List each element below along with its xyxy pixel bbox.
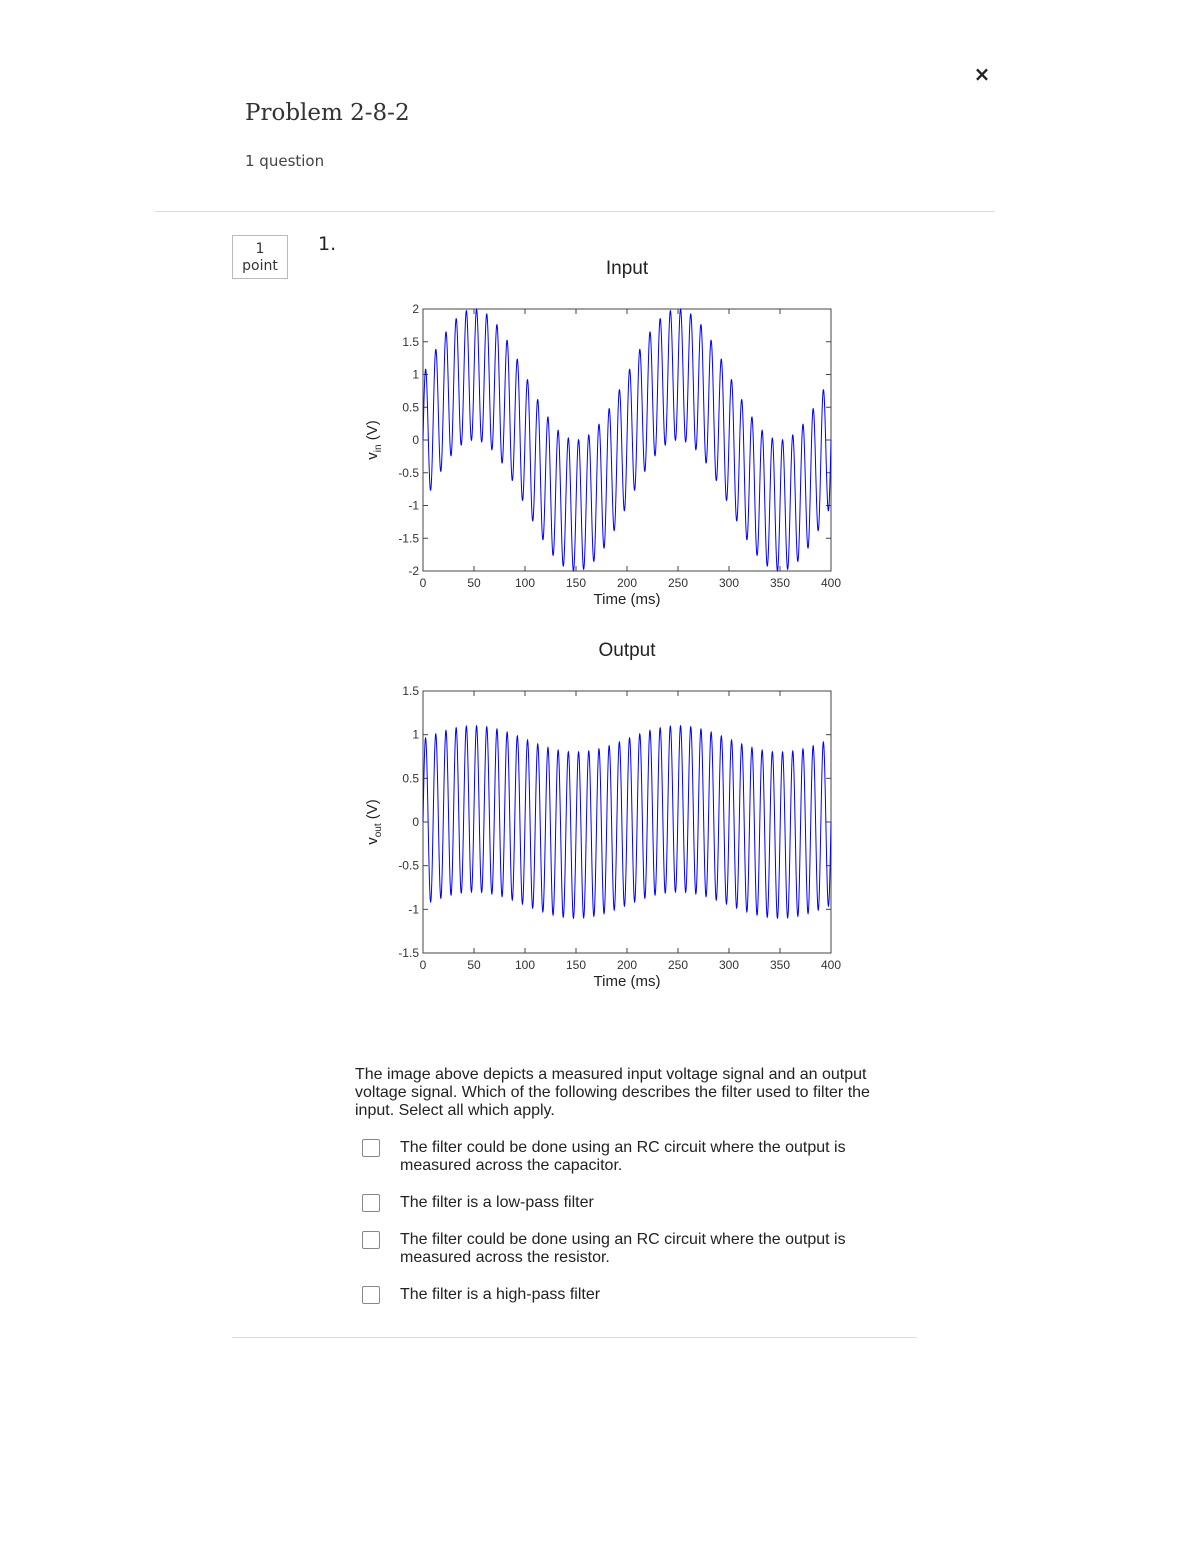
checkbox[interactable]: [362, 1139, 380, 1157]
x-tick-label: 150: [565, 576, 587, 590]
y-tick-label: -1.5: [398, 946, 419, 960]
points-label: point: [242, 258, 278, 274]
input-chart: [364, 258, 841, 608]
x-tick-label: 350: [769, 576, 791, 590]
x-tick-label: 100: [514, 958, 536, 972]
page-title: Problem 2-8-2: [245, 100, 410, 126]
chart-title: Input: [605, 258, 649, 279]
option-label: The filter is a low-pass filter: [400, 1194, 594, 1211]
x-tick-label: 300: [718, 958, 740, 972]
y-tick-label: -2: [408, 564, 419, 578]
y-tick-label: 0: [412, 433, 419, 447]
option-label: The filter could be done using an RC circuit where the output is measured across the capacitor.: [400, 1139, 846, 1174]
y-tick-label: 1.5: [402, 684, 419, 698]
x-tick-label: 250: [667, 576, 689, 590]
question-text: The image above depicts a measured input voltage signal and an output voltage signal. Which of the following describes the filter used to filter the input. Select all which apply.: [355, 1066, 870, 1119]
x-tick-label: 400: [820, 576, 842, 590]
checkbox[interactable]: [362, 1231, 380, 1249]
y-tick-label: 1: [412, 367, 419, 382]
x-tick-label: 100: [514, 576, 536, 590]
y-axis-label: $v_{in}$ (V): [364, 420, 384, 460]
x-tick-label: 150: [565, 958, 587, 972]
y-tick-label: -1: [408, 902, 419, 917]
x-tick-label: 0: [419, 958, 427, 972]
header-divider: [155, 211, 995, 212]
x-tick-label: 0: [419, 576, 427, 590]
checkbox[interactable]: [362, 1194, 380, 1212]
y-tick-label: 0.5: [402, 400, 419, 415]
y-axis-label: $v_{out}$ (V): [364, 799, 384, 845]
option-rc-capacitor[interactable]: [362, 1139, 870, 1175]
checkbox[interactable]: [362, 1286, 380, 1304]
option-high-pass[interactable]: [362, 1286, 870, 1304]
y-tick-label: -0.5: [398, 858, 419, 873]
x-tick-label: 50: [467, 958, 481, 972]
footer-divider: [232, 1337, 917, 1338]
y-tick-label: 2: [412, 302, 419, 316]
y-tick-label: 1.5: [402, 334, 419, 349]
question-number: 1.: [318, 233, 337, 255]
y-tick-label: -1.5: [398, 531, 419, 546]
y-tick-label: 0.5: [402, 771, 419, 786]
points-badge: [232, 235, 288, 279]
y-tick-label: -0.5: [398, 465, 419, 480]
question-figure: [355, 250, 875, 1010]
x-tick-label: 200: [616, 576, 638, 590]
close-icon[interactable]: ×: [973, 62, 991, 86]
x-axis-label: Time (ms): [593, 591, 661, 608]
option-low-pass[interactable]: [362, 1194, 870, 1212]
x-tick-label: 250: [667, 958, 689, 972]
option-label: The filter is a high-pass filter: [400, 1286, 601, 1303]
x-tick-label: 300: [718, 576, 740, 590]
y-tick-label: 1: [412, 727, 419, 742]
points-value: 1: [255, 241, 265, 257]
option-rc-resistor[interactable]: [362, 1231, 870, 1267]
x-axis-label: Time (ms): [593, 973, 661, 990]
x-tick-label: 50: [467, 576, 481, 590]
x-tick-label: 400: [820, 958, 842, 972]
x-tick-label: 350: [769, 958, 791, 972]
chart-title: Output: [598, 640, 656, 661]
y-tick-label: 0: [412, 815, 419, 829]
x-tick-label: 200: [616, 958, 638, 972]
output-chart: [364, 640, 841, 990]
y-tick-label: -1: [408, 498, 419, 513]
question-count: 1 question: [245, 152, 325, 170]
option-label: The filter could be done using an RC circuit where the output is measured across the resistor.: [400, 1231, 846, 1266]
